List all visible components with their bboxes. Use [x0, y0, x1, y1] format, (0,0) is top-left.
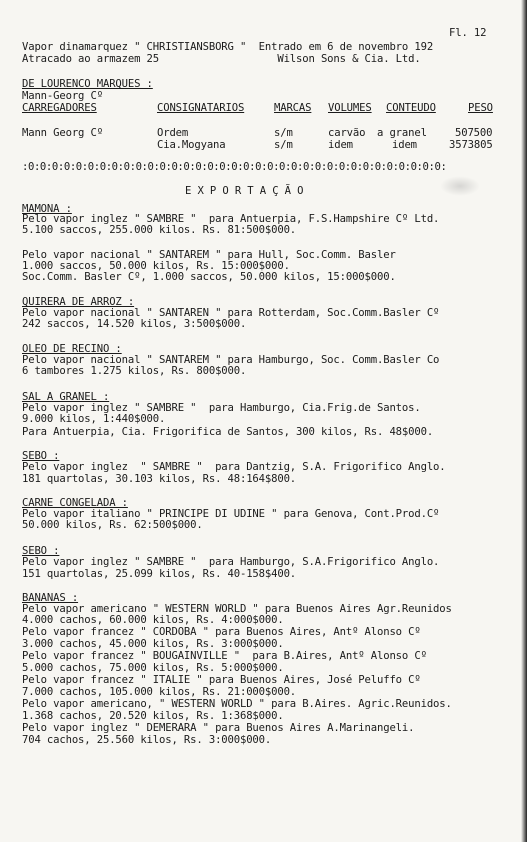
export-line: 5.000 cachos, 75.000 kilos, Rs. 5:000$000. — [22, 662, 284, 674]
export-line: Pelo vapor inglez " SAMBRE " para Antuerpia, F.S.Hampshire Cº Ltd. — [22, 213, 440, 225]
vessel-line: Vapor dinamarquez " CHRISTIANSBORG " Entrado em 6 de novembro 192 — [22, 41, 434, 53]
separator-line: :0:0:0:0:0:0:0:0:0:0:0:0:0:0:0:0:0:0:0:0:0:0:0:0:0:0:0:0:0:0:0:0:0:0:0: — [22, 161, 447, 173]
export-line: 242 saccos, 14.520 kilos, 3:500$000. — [22, 318, 247, 330]
export-line: 1.000 saccos, 50.000 kilos, Rs. 15:000$000. — [22, 260, 290, 272]
ink-smudge — [440, 176, 480, 196]
col-volumes: VOLUMES — [328, 102, 372, 114]
export-line: Soc.Comm. Basler Cº, 1.000 saccos, 50.000 kilos, 15:000$000. — [22, 271, 396, 283]
export-heading: OLEO DE RECINO : — [22, 343, 122, 355]
export-line: Pelo vapor francez " CORDOBA " para Buenos Aires, Antº Alonso Cº — [22, 626, 421, 638]
export-heading: SEBO : — [22, 450, 60, 462]
col-conteudo: CONTEUDO — [386, 102, 436, 114]
export-line: Pelo vapor inglez " DEMERARA " para Buenos Aires A.Marinangeli. — [22, 722, 415, 734]
col-consignatarios: CONSIGNATARIOS — [157, 102, 245, 114]
export-heading: QUIRERA DE ARROZ : — [22, 296, 135, 308]
export-line: Pelo vapor americano " WESTERN WORLD " para Buenos Aires Agr.Reunidos — [22, 603, 452, 615]
export-heading: SEBO : — [22, 545, 60, 557]
col-carregadores: CARREGADORES — [22, 102, 97, 114]
export-line: Pelo vapor americano, " WESTERN WORLD " para B.Aires. Agric.Reunidos. — [22, 698, 452, 710]
export-line: Pelo vapor inglez " SAMBRE " para Hamburgo, Cia.Frig.de Santos. — [22, 402, 421, 414]
col-marcas: MARCAS — [274, 102, 312, 114]
export-heading: BANANAS : — [22, 592, 79, 604]
export-line: Pelo vapor nacional " SANTAREM " para Hull, Soc.Comm. Basler — [22, 249, 396, 261]
row-2-volumes: idem — [328, 139, 353, 151]
folio-number: Fl. 12 — [449, 27, 487, 39]
origin-title: DE LOURENCO MARQUES : — [22, 78, 153, 90]
export-line: 181 quartolas, 30.103 kilos, Rs. 48:164$800. — [22, 473, 297, 485]
export-line: 3.000 cachos, 45.000 kilos, Rs. 3:000$000. — [22, 638, 284, 650]
origin-subtitle: Mann-Georg Cº — [22, 90, 103, 102]
row-1-consignatario: Ordem — [157, 127, 189, 139]
export-line: Pelo vapor francez " BOUGAINVILLE " para B.Aires, Antº Alonso Cº — [22, 650, 427, 662]
export-line: Pelo vapor inglez " SAMBRE " para Hamburgo, S.A.Frigorifico Anglo. — [22, 556, 440, 568]
export-line: Para Antuerpia, Cia. Frigorifica de Santos, 300 kilos, Rs. 48$000. — [22, 426, 434, 438]
row-2-conteudo: idem — [392, 139, 417, 151]
export-heading: MAMONA : — [22, 203, 72, 215]
row-2-marcas: s/m — [274, 139, 293, 151]
col-peso: PESO — [468, 102, 493, 114]
export-line: 151 quartolas, 25.099 kilos, Rs. 40-158$400. — [22, 568, 297, 580]
export-line: Pelo vapor nacional " SANTAREN " para Rotterdam, Soc.Comm.Basler Cº — [22, 307, 440, 319]
export-line: 5.100 saccos, 255.000 kilos. Rs. 81:500$000. — [22, 224, 297, 236]
export-line: 6 tambores 1.275 kilos, Rs. 800$000. — [22, 365, 247, 377]
export-heading: SAL A GRANEL : — [22, 391, 110, 403]
export-line: 7.000 cachos, 105.000 kilos, Rs. 21:000$000. — [22, 686, 297, 698]
export-line: Pelo vapor francez " ITALIE " para Buenos Aires, José Peluffo Cº — [22, 674, 421, 686]
export-line: Pelo vapor inglez " SAMBRE " para Dantzig, S.A. Frigorifico Anglo. — [22, 461, 446, 473]
page-edge-shadow — [521, 0, 527, 842]
row-2-consignatario: Cia.Mogyana — [157, 139, 226, 151]
export-line: 1.368 cachos, 20.520 kilos, Rs. 1:368$000. — [22, 710, 284, 722]
export-line: Pelo vapor italiano " PRINCIPE DI UDINE " para Genova, Cont.Prod.Cº — [22, 508, 440, 520]
row-1-marcas: s/m — [274, 127, 293, 139]
export-heading: CARNE CONGELADA : — [22, 497, 128, 509]
section-title: E X P O R T A Ç Ã O — [185, 185, 304, 197]
row-1-volumes: carvão — [328, 127, 366, 139]
row-1-conteudo: a granel — [377, 127, 427, 139]
export-line: 704 cachos, 25.560 kilos, Rs. 3:000$000. — [22, 734, 272, 746]
berth-line: Atracado ao armazem 25 Wilson Sons & Cia. Ltd. — [22, 53, 421, 65]
export-line: 50.000 kilos, Rs. 62:500$000. — [22, 519, 203, 531]
export-line: Pelo vapor nacional " SANTAREM " para Hamburgo, Soc. Comm.Basler Co — [22, 354, 440, 366]
row-1-carregador: Mann Georg Cº — [22, 127, 103, 139]
row-1-peso: 507500 — [455, 127, 493, 139]
row-2-peso: 3573805 — [449, 139, 493, 151]
export-line: 9.000 kilos, 1:440$000. — [22, 413, 166, 425]
export-line: 4.000 cachos, 60.000 kilos, Rs. 4:000$000. — [22, 614, 284, 626]
